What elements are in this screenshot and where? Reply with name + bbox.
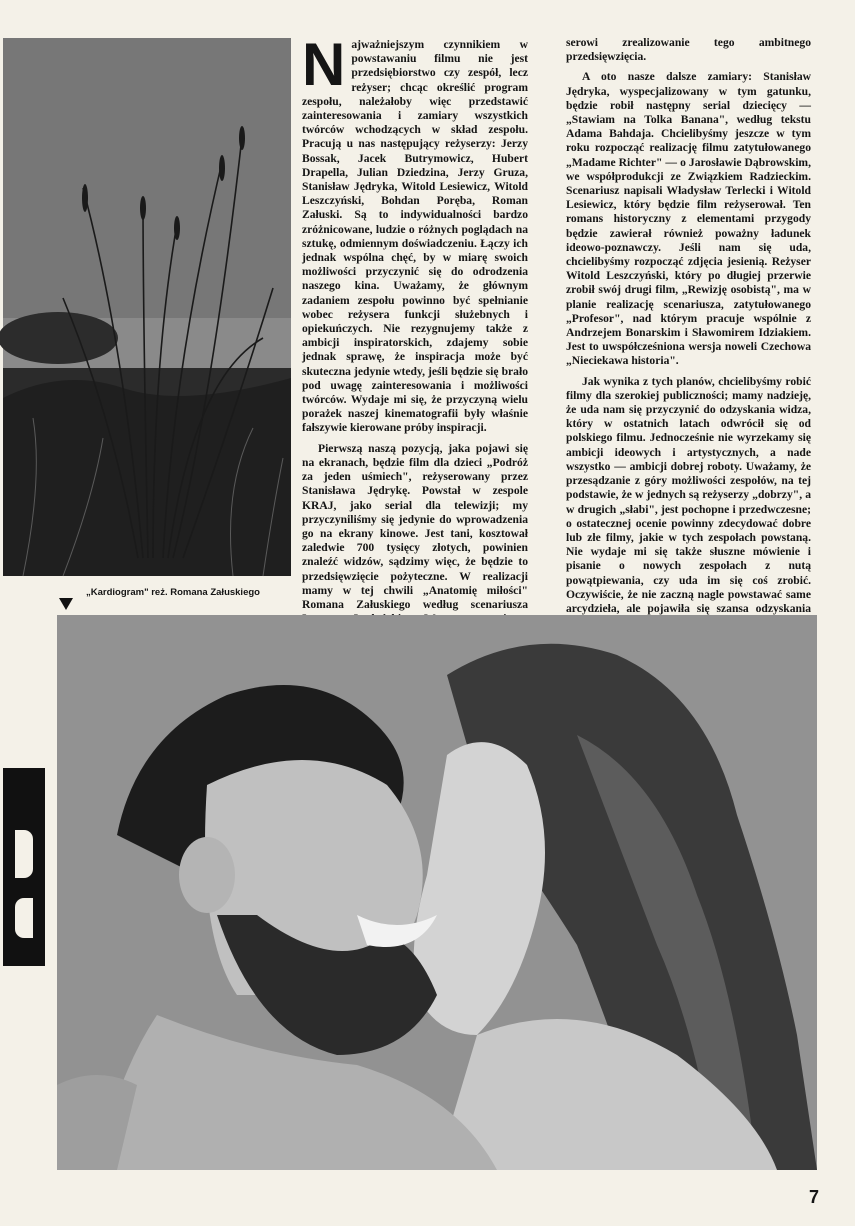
article-column-1 xyxy=(302,31,528,611)
grass-illustration xyxy=(3,38,291,576)
landscape-photo xyxy=(3,38,291,576)
article-paragraph: serowi zrealizowanie tego ambitnego przedsięwzięcia. xyxy=(566,36,811,64)
article-paragraph: Najważniejszym czynnikiem w powstawaniu filmu nie jest przedsiębiorstwo czy zespół, lecz reżyser; chcąc określić program zespołu, należałoby więc przedstawić zainteresowania i zamiary wszystkich twórców wchodzących w skład zespołu. Pracują u nas następujący reżyserzy: Jerzy Bossak, Jacek Butrymowicz, Hubert Drapella, Julian Dziedzina, Jerzy Gruza, Stanisław Jędryka, Witold Lesiewicz, Witold Leszczyński, Bohdan Poręba, Roman Załuski. Są to indywidualności bardzo zróżnicowane, ludzie o różnych poglądach na sztukę, odmiennym doświadczeniu. Łączy ich jednak wspólna chęć, by w miarę swoich możliwości przyczynić się do odrodzenia naszego kina. Uważamy, że głównym zadaniem zespołu powinno być spełnianie wobec reżysera funkcji służebnych i opiekuńczych. Nie rezygnujemy także z ambicji inspiratorskich, zdajemy sobie jednak sprawę, że inspiracja może być skuteczna jedynie wtedy, jeśli będzie się brało pod uwagę zainteresowania i możliwości twórców. Wydaje mi się, że przyczyną wielu porażek naszej kinematografii były właśnie fałszywie kierowane próby inspiracji. xyxy=(302,31,528,435)
article-paragraph: Pierwszą naszą pozycją, jaka pojawi się na ekranach, będzie film dla dzieci „Podróż za jeden uśmiech", reżyserowany przez Stanisława Jędrykę. Powstał w zespole KRAJ, jako serial dla telewizji; my przyczyniliśmy się jedynie do wprowadzenia go na ekrany kinowe. Jest tani, kosztował zaledwie 700 tysięcy złotych, powinien znaleźć widzów, sądzimy więc, że będzie to przedsięwzięcie pożyteczne. W realizacji mamy w tej chwili „Anatomię miłości" Romana Załuskiego według scenariusza xyxy=(302,441,528,611)
couple-illustration xyxy=(57,615,817,1170)
page-number: 7 xyxy=(808,1187,819,1207)
photo-caption: „Kardiogram" reż. Romana Załuskiego xyxy=(86,587,260,598)
article-paragraph: A oto nasze dalsze zamiary: Stanisław Jędryka, wyspecjalizowany w tym gatunku, będzie robił następny serial dziecięcy — „Stawiam na Tolka Banana", według tekstu Adama Bahdaja. Chcielibyśmy jeszcze w tym roku rozpocząć realizację filmu zatytułowanego „Madame Richter" — o Jarosławie Dąbrowskim, we współprodukcji ze Związkiem Radzieckim. Scenariusz napisali Władysław Terlecki i Witold Lesiewicz, który będzie film reżyserował. Ten romans historyczny z elementami przygody będzie zawierał również poważny ładunek ideowo-poznawczy. Jeśli nam się uda, chcielibyśmy rozpocząć zdjęcia jesienią. Reżyser Witold Leszczyński, który po długiej przerwie zrobił swój drugi film, „Rewizję osobistą", ma w planie realizację scenariusza, zatytułowanego „Profesor", nad którym pracuje wspólnie z Andrzejem Bonarskim i Sławomirem Idziakiem. Jest to uwspółcześniona wersja noweli Czechowa „Nieciekawa historia". xyxy=(566,70,811,368)
decorative-letter-a xyxy=(3,768,45,966)
article-column-2 xyxy=(566,36,811,615)
article-paragraph: Jak wynika z tych planów, chcielibyśmy robić filmy dla szerokiej publiczności; mamy nadzieję, że uda nam się przyczynić do odzyskania widza, który w ostatnich latach odwrócił się od polskiego filmu. Jednocześnie nie wyrzekamy się ambicji ideowych i artystycznych, a nade wszystko — ambicji dobrej roboty. Uważamy, że przesądzanie z góry możliwości zespołów, na tej podstawie, że w jednych są reżyserzy „dobrzy", a w drugich „słabi", jest pochopne i przedwczesne; o ostatecznej ocenie powinny zdecydować dobre lub złe filmy, jakie w tych zespołach powstaną. Nie wydaje mi się także słuszne mówienie i pisanie o nowych zespołach z nutą powątpiewania, czy uda im się coś zrobić. Oczywiście, że nie zaczną nagle powstawać same arcydzieła, ale pojawiła się szansa odzyskania xyxy=(566,374,811,615)
arrow-down-icon xyxy=(59,598,73,610)
drop-cap: N xyxy=(302,31,346,98)
film-still-photo xyxy=(57,615,817,1170)
